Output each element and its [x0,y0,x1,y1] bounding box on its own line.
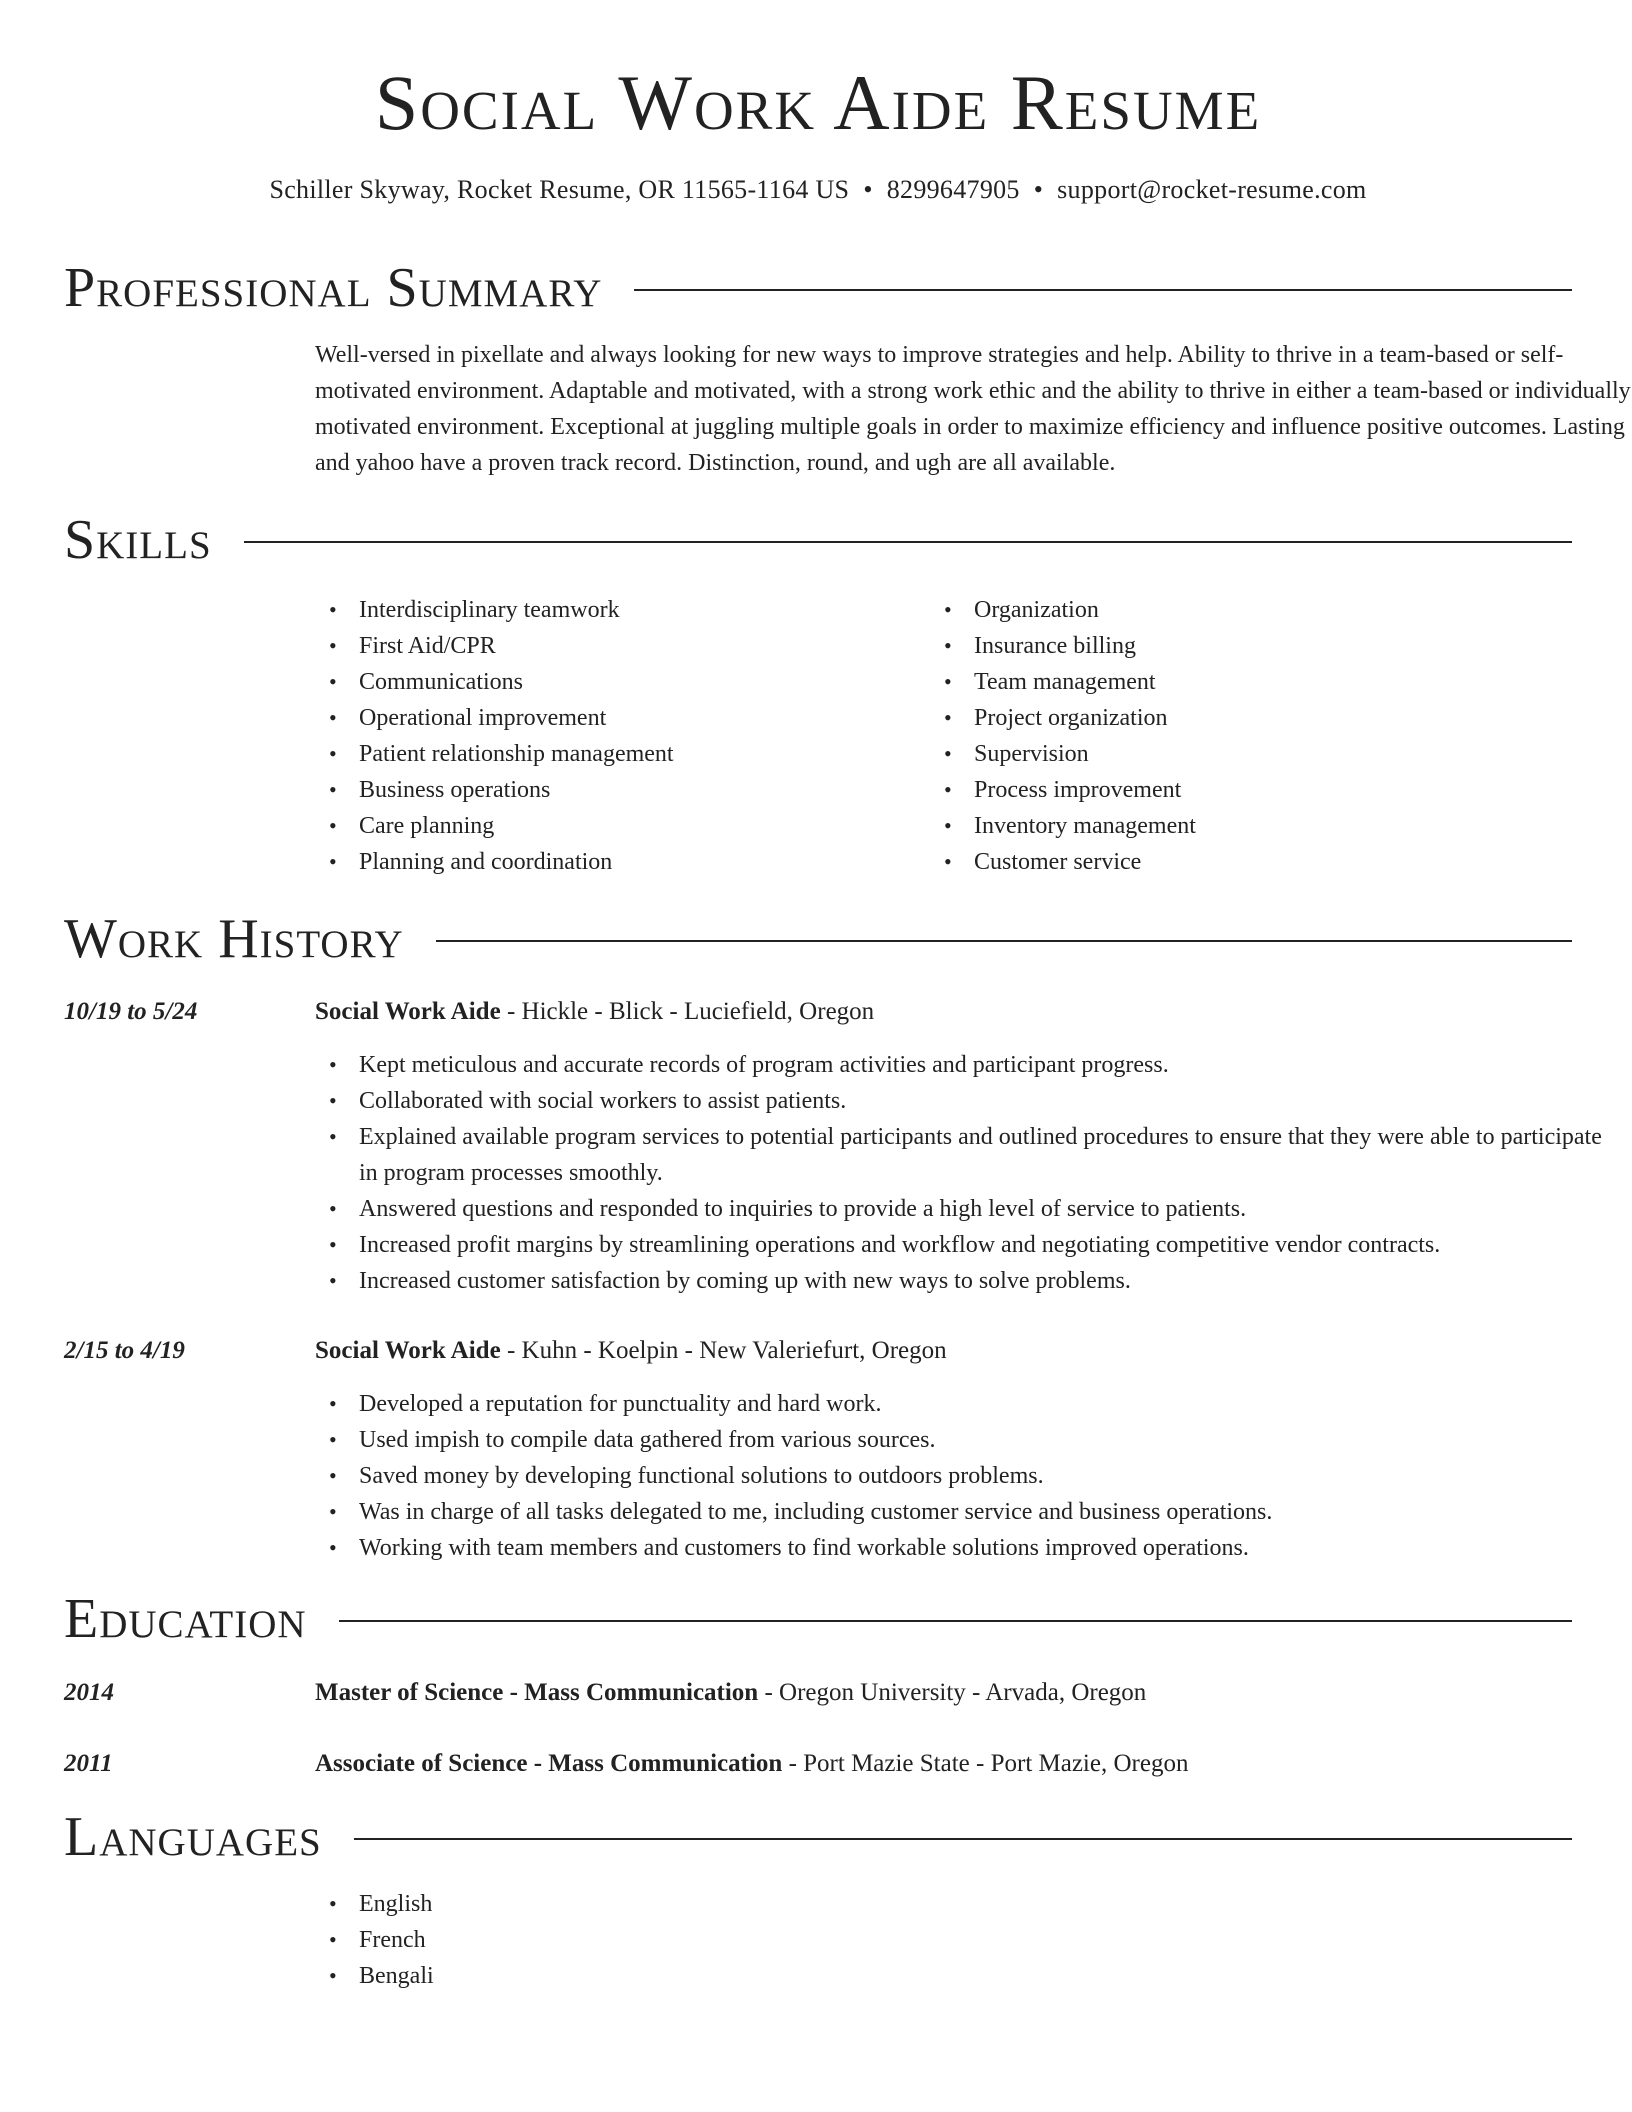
education-section-heading [64,1589,1572,1649]
education-degree: Master of Science - Mass Communication [315,1679,759,1706]
job-bullet: • Answered questions and responded to inquiries to provide a high level of service to patients. [315,1191,1605,1227]
job-dates: 10/19 to 5/24 [64,998,198,1025]
languages-title: Languages [64,1806,322,1868]
contact-line [64,172,1572,208]
education-details: - Port Mazie State - Port Mazie, Oregon [782,1750,1189,1777]
language-item: • English [315,1886,1605,1922]
job-details: - Hickle - Blick - Luciefield, Oregon [500,998,875,1025]
education-details: - Oregon University - Arvada, Oregon [758,1679,1147,1706]
skill-item: • Patient relationship management [315,736,915,772]
contact-address: Schiller Skyway, Rocket Resume, OR 11565-1164 US [269,175,850,204]
contact-separator: • [1033,175,1044,204]
contact-separator: • [863,175,873,204]
job-bullet: • Increased profit margins by streamlining operations and workflow and negotiating competitive vendor contracts. [315,1227,1605,1263]
work-section-heading [64,909,1572,969]
skills-column-left [315,592,915,880]
summary-title: Professional Summary [64,257,603,319]
language-item: • Bengali [315,1958,1605,1994]
languages-list [315,1886,1605,1994]
contact-email: support@rocket-resume.com [1057,175,1367,204]
job-bullet: • Working with team members and customers to find workable solutions improved operations. [315,1530,1605,1566]
job-details: - Kuhn - Koelpin - New Valeriefurt, Oregon [500,1337,947,1364]
job-role: Social Work Aide [315,998,501,1025]
education-year: 2011 [64,1750,113,1777]
job-bullet: • Used impish to compile data gathered from various sources. [315,1422,1605,1458]
job-bullet: • Kept meticulous and accurate records of program activities and participant progress. [315,1047,1605,1083]
skill-item: • Insurance billing [930,628,1530,664]
education-year: 2014 [64,1679,114,1706]
section-rule [354,1838,1572,1840]
education-entry [315,1675,1572,1711]
skill-item: • Project organization [930,700,1530,736]
job-bullets [315,1386,1605,1566]
job-role: Social Work Aide [315,1337,501,1364]
job-title [315,1333,1572,1369]
job-bullet: • Collaborated with social workers to assist patients. [315,1083,1605,1119]
language-item: • French [315,1922,1605,1958]
skill-item: • Process improvement [930,772,1530,808]
skills-column-right [930,592,1530,880]
skill-item: • Customer service [930,844,1530,880]
skills-title: Skills [64,509,212,571]
skill-item: • Communications [315,664,915,700]
section-rule [244,541,1572,543]
job-bullet: • Explained available program services to potential participants and outlined procedures to ensure that they were able to participate in program processes smoothly. [315,1119,1605,1191]
skill-item: • Planning and coordination [315,844,915,880]
summary-text: Well-versed in pixellate and always looking for new ways to improve strategies and help. Ability to thrive in a team-based or self-motivated environment. Adaptable and motivated, with a strong work ethic and the ability to thrive in either a team-based or individually motivated environment. Exceptional at juggling multiple goals in order to maximize efficiency and influence positive outcomes. Lasting and yahoo have a proven track record. Distinction, round, and ugh are all available. [315,342,1631,476]
section-rule [634,289,1572,291]
skill-item: • Organization [930,592,1530,628]
contact-phone: 8299647905 [886,175,1020,204]
skill-item: • Operational improvement [315,700,915,736]
summary-section-heading [64,258,1572,318]
section-rule [339,1620,1572,1622]
skill-item: • First Aid/CPR [315,628,915,664]
skill-item: • Inventory management [930,808,1530,844]
education-title: Education [64,1588,307,1650]
job-dates: 2/15 to 4/19 [64,1337,185,1364]
section-rule [436,940,1572,942]
skill-item: • Team management [930,664,1530,700]
skill-item: • Business operations [315,772,915,808]
job-bullets [315,1047,1605,1299]
languages-section-heading [64,1807,1572,1867]
education-entry [315,1746,1572,1782]
job-bullet: • Saved money by developing functional solutions to outdoors problems. [315,1458,1605,1494]
work-title: Work History [64,908,404,970]
skill-item: • Care planning [315,808,915,844]
resume-name: Social Work Aide Resume [374,59,1262,146]
skill-item: • Interdisciplinary teamwork [315,592,915,628]
job-bullet: • Increased customer satisfaction by coming up with new ways to solve problems. [315,1263,1605,1299]
skill-item: • Supervision [930,736,1530,772]
job-bullet: • Developed a reputation for punctuality and hard work. [315,1386,1605,1422]
job-bullet: • Was in charge of all tasks delegated to me, including customer service and business operations. [315,1494,1605,1530]
job-title [315,994,1572,1030]
education-degree: Associate of Science - Mass Communication [315,1750,783,1777]
skills-section-heading [64,510,1572,570]
